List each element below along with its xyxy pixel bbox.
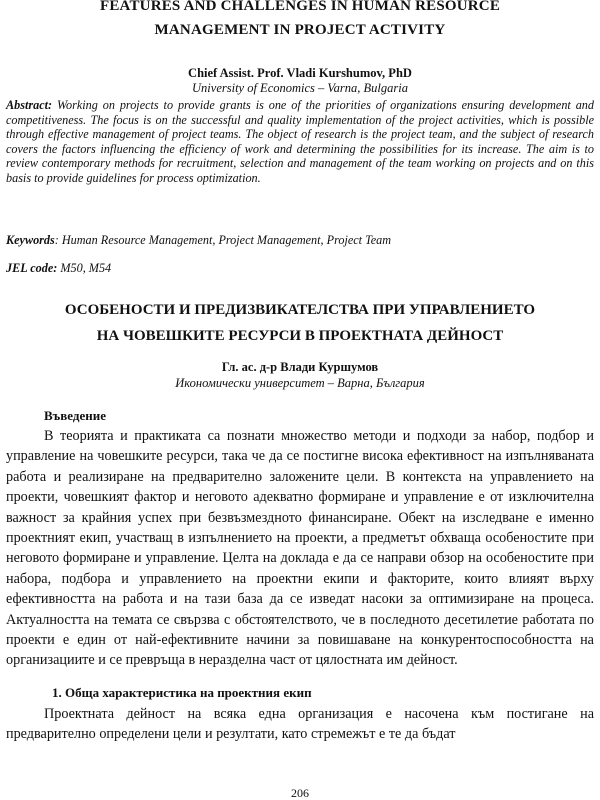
bulgarian-title-line-2: НА ЧОВЕШКИТЕ РЕСУРСИ В ПРОЕКТНАТА ДЕЙНОСТ <box>96 328 504 344</box>
keywords-label: Keywords <box>6 233 55 247</box>
introduction-paragraph: В теорията и практиката са познати множество методи и подходи за набор, подбор и управление на човешките ресурси, така че да се постигне висока ефективност на изпълняваната работа и реализиране на предварително заложените цели. В контекста на управлението на проекти, човешкият фактор и неговото адекватно формиране и управление е от изключителна важност за крайния успех при безвъзмездното финансиране. Обект на изследване е именно проектният екип, участващ в изпълнението на проекти, а предметът обхваща особеностите при неговото формиране и управление. Целта на доклада е да се направи обзор на особеностите при набора, подбора и управлението на проектни екипи и факторите, които влияят върху ефективността на работа и на тази база да се изведат насоки за оптимизиране на процеса. Актуалността на темата се свързва с обстоятелството, че в последното десетилетие работата по проекти е един от най-ефективните начини за повишаване на конкурентоспособността на организациите и се превръща в неразделна част от цялостната им дейност. <box>6 428 594 669</box>
keywords-text: : Human Resource Management, Project Management, Project Team <box>54 233 392 247</box>
english-affiliation: University of Economics – Varna, Bulgaria <box>192 81 408 95</box>
section-1-paragraph: Проектната дейност на всяка една организация е насочена към постигане на предварително определени цели и резултати, като стремежът е те да бъдат <box>6 706 594 743</box>
bulgarian-title <box>6 297 594 349</box>
bulgarian-author: Гл. ас. д-р Влади Куршумов <box>221 360 379 374</box>
abstract-text: Working on projects to provide grants is one of the priorities of organizations ensuring development and competitiveness. The focus is on the successful and quality implementation of the project activities, which is possible through effective management of project teams. The object of research is the project team, and the subject of research covers the factors influencing the efficiency of work and determining the possibilities for its increase. The aim is to review contemporary methods for recruitment, selection and management of the team working on projects and on this basis to provide guidelines for process optimization. <box>6 98 594 185</box>
abstract-label: Abstract: <box>6 98 53 112</box>
keywords-line <box>6 233 594 248</box>
jel-label: JEL code: <box>6 261 58 275</box>
abstract-paragraph <box>6 98 594 186</box>
english-title-line-1: FEATURES AND CHALLENGES IN HUMAN RESOURCE <box>99 0 501 14</box>
jel-text: M50, M54 <box>57 261 112 275</box>
page-number: 206 <box>291 786 309 800</box>
jel-code-line <box>6 261 594 276</box>
bulgarian-title-line-1: ОСОБЕНОСТИ И ПРЕДИЗВИКАТЕЛСТВА ПРИ УПРАВЛЕНИЕТО <box>64 302 536 318</box>
english-author: Chief Assist. Prof. Vladi Kurshumov, PhD <box>188 66 412 80</box>
english-title-line-2: MANAGEMENT IN PROJECT ACTIVITY <box>154 22 446 38</box>
introduction-heading: Въведение <box>44 408 106 423</box>
english-title <box>6 0 594 42</box>
bulgarian-affiliation: Икономически университет – Варна, България <box>175 376 425 390</box>
section-1-heading: 1. Обща характеристика на проектния екип <box>52 685 312 700</box>
paper-page <box>6 0 594 800</box>
